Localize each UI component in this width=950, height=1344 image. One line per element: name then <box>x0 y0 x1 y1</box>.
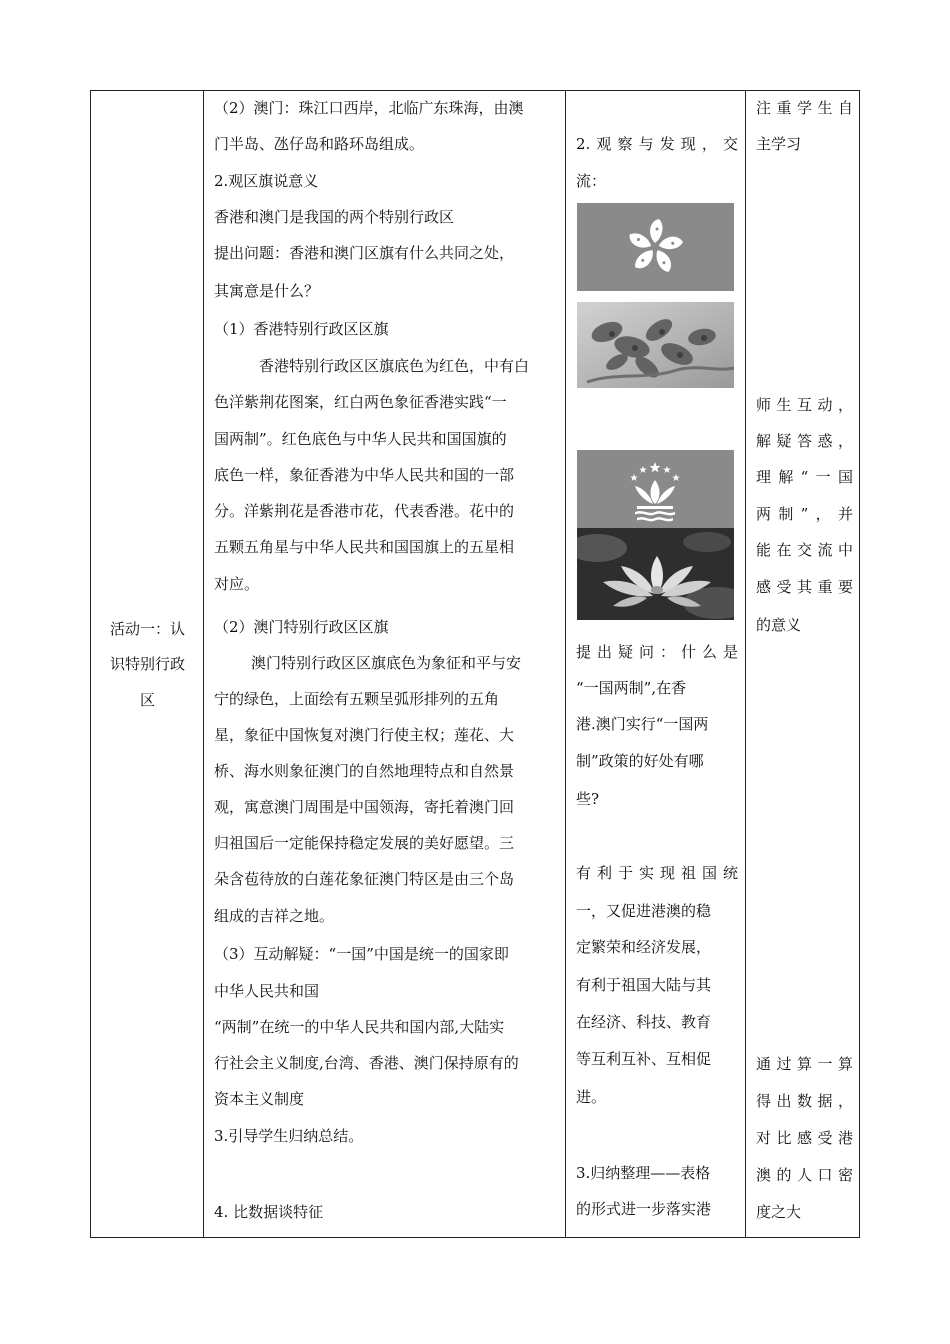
text-line: 提出疑问：什么是 <box>576 643 738 661</box>
text-line: 度之大 <box>756 1203 802 1221</box>
text-line: 师生互动， <box>756 396 853 414</box>
text-line: 些? <box>576 790 600 808</box>
text-line: 流： <box>576 172 607 190</box>
text-line: 观，寓意澳门周围是中国领海，寄托着澳门回 <box>214 798 515 816</box>
lotus-photo-icon <box>577 528 734 620</box>
text-line: 4. 比数据谈特征 <box>214 1203 324 1221</box>
text-line: 理解“一国 <box>756 468 853 486</box>
text-line: 解疑答惑， <box>756 432 853 450</box>
activity-line: 活动一：认 <box>109 620 185 638</box>
lotus-flower-photo <box>577 528 734 620</box>
text-line: 澳门特别行政区区旗底色为象征和平与安 <box>251 654 522 672</box>
text-line: 等互利互补、互相促 <box>576 1050 712 1068</box>
macau-flag-image <box>577 450 734 536</box>
text-line: 制”政策的好处有哪 <box>576 752 704 770</box>
text-line: 分。洋紫荆花是香港市花，代表香港。花中的 <box>214 502 515 520</box>
text-line: 澳的人口密 <box>756 1166 853 1184</box>
text-line: 朵含苞待放的白莲花象征澳门特区是由三个岛 <box>214 870 515 888</box>
text-line: “两制”在统一的中华人民共和国内部,大陆实 <box>214 1018 505 1036</box>
text-line: 的意义 <box>756 616 802 634</box>
text-line: 星，象征中国恢复对澳门行使主权；莲花、大 <box>214 726 515 744</box>
text-line: 主学习 <box>756 135 802 153</box>
text-line: 3.引导学生归纳总结。 <box>214 1127 364 1145</box>
text-line: 感受其重要 <box>756 578 853 596</box>
text-line: 港.澳门实行“一国两 <box>576 715 709 733</box>
bauhinia-flower-photo <box>577 302 734 388</box>
text-line: 色洋紫荆花图案，红白两色象征香港实践“一 <box>214 393 507 411</box>
text-line: （2）澳门特别行政区区旗 <box>214 618 389 636</box>
text-line: 香港和澳门是我国的两个特别行政区 <box>214 208 455 226</box>
column-divider <box>745 91 746 1237</box>
flower-photo-icon <box>577 302 734 388</box>
text-line: 进。 <box>576 1088 607 1106</box>
text-line: 组成的吉祥之地。 <box>214 907 335 925</box>
text-line: 注重学生自 <box>756 99 853 117</box>
text-line: 两制”，并 <box>756 505 853 523</box>
hk-flag-image <box>577 203 734 291</box>
text-line: 一，又促进港澳的稳 <box>576 902 712 920</box>
activity-line: 区 <box>139 691 155 709</box>
text-line: 国两制”。红色底色与中华人民共和国国旗的 <box>214 430 507 448</box>
text-line: 资本主义制度 <box>214 1090 305 1108</box>
text-line: 有利于祖国大陆与其 <box>576 976 712 994</box>
bauhinia-icon <box>577 203 734 291</box>
activity-line: 识特别行政 <box>109 655 185 673</box>
text-line: （2）澳门：珠江口西岸，北临广东珠海，由澳 <box>214 99 524 117</box>
text-line: 五颗五角星与中华人民共和国国旗上的五星相 <box>214 538 515 556</box>
text-line: 2.观区旗说意义 <box>214 172 319 190</box>
text-line: 对应。 <box>214 575 260 593</box>
text-line: （3）互动解疑：“一国”中国是统一的国家即 <box>214 945 509 963</box>
text-line: “一国两制”,在香 <box>576 679 687 697</box>
text-line: 香港特别行政区区旗底色为红色，中有白 <box>259 357 530 375</box>
text-line: 归祖国后一定能保持稳定发展的美好愿望。三 <box>214 834 515 852</box>
text-line: （1）香港特别行政区区旗 <box>214 320 389 338</box>
text-line: 在经济、科技、教育 <box>576 1013 712 1031</box>
text-line: 行社会主义制度,台湾、香港、澳门保持原有的 <box>214 1054 519 1072</box>
text-line: 其寓意是什么？ <box>214 282 320 300</box>
text-line: 门半岛、氹仔岛和路环岛组成。 <box>214 135 425 153</box>
lesson-plan-table <box>90 90 860 1238</box>
text-line: 得出数据， <box>756 1092 853 1110</box>
text-line: 3.归纳整理——表格 <box>576 1164 711 1182</box>
text-line: 底色一样，象征香港为中华人民共和国的一部 <box>214 466 515 484</box>
text-line: 2.观察与发现，交 <box>576 135 738 153</box>
column-divider <box>565 91 566 1237</box>
text-line: 提出问题：香港和澳门区旗有什么共同之处， <box>214 244 515 262</box>
text-line: 有利于实现祖国统 <box>576 864 738 882</box>
text-line: 对比感受港 <box>756 1129 853 1147</box>
text-line: 桥、海水则象征澳门的自然地理特点和自然景 <box>214 762 515 780</box>
lotus-flag-icon <box>577 450 734 536</box>
text-line: 中华人民共和国 <box>214 982 320 1000</box>
text-line: 定繁荣和经济发展， <box>576 938 712 956</box>
text-line: 通过算一算 <box>756 1055 853 1073</box>
text-line: 能在交流中 <box>756 541 853 559</box>
text-line: 宁的绿色，上面绘有五颗呈弧形排列的五角 <box>214 690 500 708</box>
text-line: 的形式进一步落实港 <box>576 1200 712 1218</box>
